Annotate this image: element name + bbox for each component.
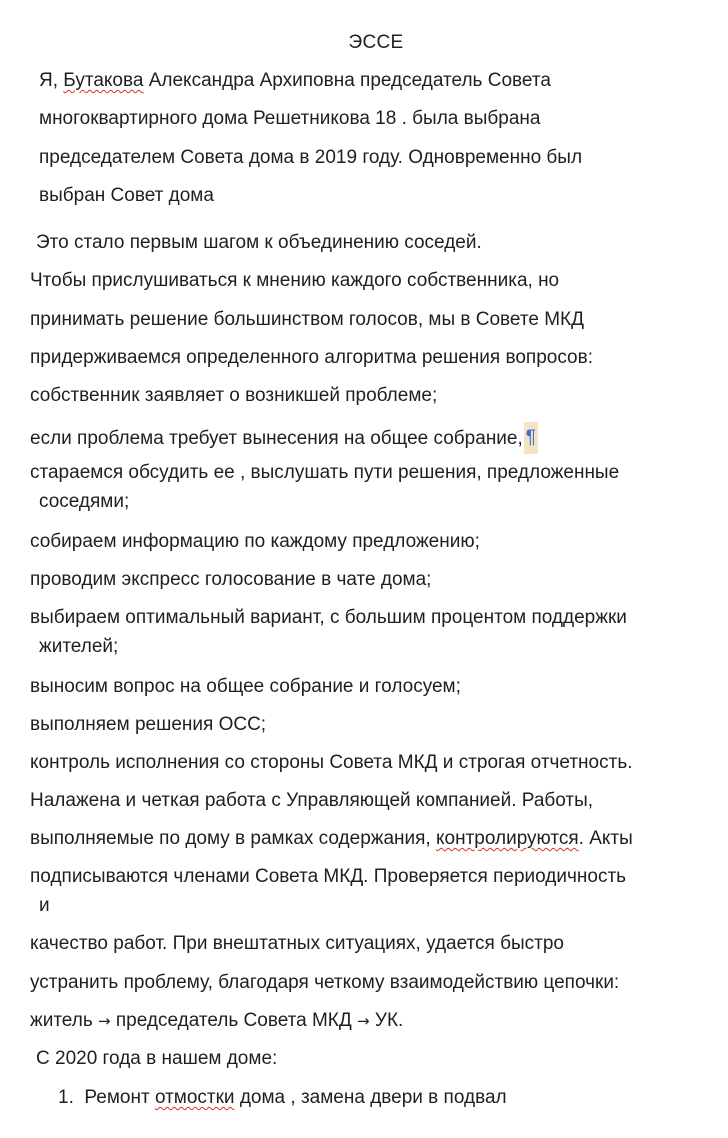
paragraph: собственник заявляет о возникшей проблеме;	[30, 385, 438, 406]
paragraph: собираем информацию по каждому предложению;	[30, 531, 480, 552]
list-item	[58, 1086, 507, 1110]
paragraph: выполняем решения ОСС;	[30, 714, 267, 735]
paragraph-text: если проблема требует вынесения на общее собрание,	[30, 428, 523, 450]
misspelled-word[interactable]: Бутакова	[63, 70, 144, 91]
list-item-text: дома , замена двери в подвал	[234, 1087, 507, 1108]
intro-line-1	[39, 69, 551, 93]
paragraph-text: . Акты	[578, 828, 633, 849]
paragraph: Налажена и четкая работа с Управляющей компанией. Работы,	[30, 790, 594, 811]
intro-line-4: выбран Совет дома	[39, 185, 214, 206]
paragraph: проводим экспресс голосование в чате дома;	[30, 569, 432, 590]
paragraph: выносим вопрос на общее собрание и голосуем;	[30, 676, 461, 697]
paragraph: выбираем оптимальный вариант, с большим процентом поддержки	[30, 607, 627, 628]
paragraph-text: житель	[30, 1010, 99, 1031]
paragraph-text: председатель Совета МКД	[110, 1010, 358, 1031]
paragraph: подписываются членами Совета МКД. Проверяется периодичность	[30, 866, 627, 887]
paragraph: принимать решение большинством голосов, мы в Совете МКД	[30, 309, 584, 330]
paragraph-continuation: жителей;	[39, 636, 119, 657]
pilcrow-mark-icon: ¶	[524, 422, 538, 454]
paragraph: Чтобы прислушиваться к мнению каждого собственника, но	[30, 270, 560, 291]
paragraph: контроль исполнения со стороны Совета МКД и строгая отчетность.	[30, 752, 633, 773]
arrow-right-icon: →	[98, 1012, 111, 1030]
paragraph: придерживаемся определенного алгоритма решения вопросов:	[30, 347, 593, 368]
intro-line-3: председателем Совета дома в 2019 году. Одновременно был	[39, 147, 583, 168]
paragraph	[30, 827, 633, 851]
list-item-text: Ремонт	[84, 1087, 155, 1108]
intro-line-2: многоквартирного дома Решетникова 18 . была выбрана	[39, 108, 541, 129]
paragraph: качество работ. При внештатных ситуациях, удается быстро	[30, 933, 564, 954]
paragraph: устранить проблему, благодаря четкому взаимодействию цепочки:	[30, 972, 620, 993]
paragraph-text: выполняемые по дому в рамках содержания,	[30, 828, 436, 849]
intro-text: Я,	[39, 70, 64, 91]
misspelled-word[interactable]: контролируются	[436, 828, 579, 849]
document-title: ЭССЕ	[348, 32, 404, 53]
paragraph: Это стало первым шагом к объединению соседей.	[36, 232, 482, 253]
paragraph: С 2020 года в нашем доме:	[36, 1048, 278, 1069]
paragraph: стараемся обсудить ее , выслушать пути решения, предложенные	[30, 462, 620, 483]
paragraph-text: УК.	[369, 1010, 404, 1031]
paragraph-continuation: и	[39, 895, 50, 916]
intro-text: Александра Архиповна председатель Совета	[143, 70, 551, 91]
list-number: 1.	[58, 1087, 74, 1108]
paragraph	[30, 1009, 403, 1033]
misspelled-word[interactable]: отмостки	[154, 1087, 235, 1108]
paragraph	[30, 423, 538, 455]
paragraph-continuation: соседями;	[39, 491, 130, 512]
arrow-right-icon: →	[357, 1012, 370, 1030]
